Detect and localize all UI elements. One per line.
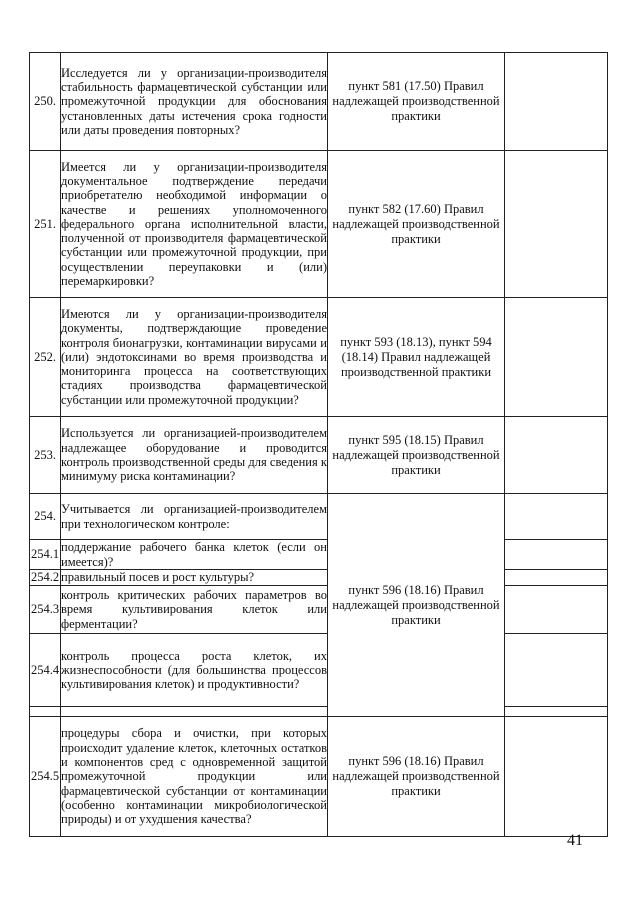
table-row xyxy=(30,634,608,707)
answer-cell xyxy=(505,494,608,540)
reference-text: пункт 582 (17.60) Правил надлежащей производственной практики xyxy=(328,151,505,298)
row-number xyxy=(30,707,61,717)
reference-text: пункт 596 (18.16) Правил надлежащей производственной практики xyxy=(328,494,505,717)
reference-text: пункт 581 (17.50) Правил надлежащей производственной практики xyxy=(328,53,505,151)
answer-cell xyxy=(505,717,608,837)
answer-cell xyxy=(505,298,608,417)
answer-cell xyxy=(505,707,608,717)
table-row xyxy=(30,540,608,570)
answer-cell xyxy=(505,634,608,707)
answer-cell xyxy=(505,570,608,586)
row-number: 254.2 xyxy=(30,570,60,584)
table-row xyxy=(30,717,608,837)
question-text: правильный посев и рост культуры? xyxy=(61,570,328,586)
answer-cell xyxy=(505,540,608,570)
table-row xyxy=(30,707,608,717)
reference-text: пункт 593 (18.13), пункт 594 (18.14) Правил надлежащей производственной практики xyxy=(328,298,505,417)
table-row xyxy=(30,53,608,151)
row-number: 254.5 xyxy=(30,717,61,837)
reference-text: пункт 596 (18.16) Правил надлежащей производственной практики xyxy=(328,717,505,837)
question-text: Исследуется ли у организации-производителя стабильность фармацевтической субстанции или промежуточной продукции для обоснования установленных даты истечения срока годности или даты проведения повторных? xyxy=(61,53,328,151)
answer-cell xyxy=(505,53,608,151)
question-text: Имеется ли у организации-производителя документальное подтверждение передачи приобретателю необходимой информации о качестве и решениях уполномоченного федерального органа исполнительной власти, полученной от производителя фармацевтической субстанции или промежуточной продукции, при осуществлении переупаковки и (или) перемаркировки? xyxy=(61,151,328,298)
question-text: контроль процесса роста клеток, их жизнеспособности (для большинства процессов культивирования клеток) и продуктивности? xyxy=(61,634,328,707)
row-number: 253. xyxy=(30,417,61,494)
answer-cell xyxy=(505,151,608,298)
question-text: Имеются ли у организации-производителя документы, подтверждающие проведение контроля бионагрузки, контаминации вирусами и (или) эндотоксинами во время производства и мониторинга процесса на соответствующих стадиях производства фармацевтической субстанции или промежуточной продукции? xyxy=(61,298,328,417)
row-number: 252. xyxy=(30,298,61,417)
table-row xyxy=(30,417,608,494)
checklist-table xyxy=(29,52,608,837)
question-text: контроль критических рабочих параметров во время культивирования клеток или ферментации? xyxy=(61,586,328,634)
row-number: 254.1 xyxy=(30,540,61,570)
reference-text: пункт 595 (18.15) Правил надлежащей производственной практики xyxy=(328,417,505,494)
row-number: 250. xyxy=(30,53,61,151)
question-text: процедуры сбора и очистки, при которых происходит удаление клеток, клеточных остатков и компонентов сред с одновременной защитой промежуточной продукции или фармацевтической субстанции от контаминации (особенно контаминации микробиологической природы) и от ухудшения качества? xyxy=(61,717,328,837)
question-text: поддержание рабочего банка клеток (если он имеется)? xyxy=(61,540,327,569)
table-row xyxy=(30,298,608,417)
row-number: 254.4 xyxy=(30,634,61,707)
answer-cell xyxy=(505,586,608,634)
question-text: Учитывается ли организацией-производителем при технологическом контроле: xyxy=(61,494,328,540)
table-row xyxy=(30,494,608,540)
answer-cell xyxy=(505,417,608,494)
row-number: 251. xyxy=(30,151,61,298)
row-number: 254. xyxy=(30,494,61,540)
table-row xyxy=(30,570,608,586)
table-row xyxy=(30,151,608,298)
table-row xyxy=(30,586,608,634)
row-number: 254.3 xyxy=(30,586,61,634)
question-text: Используется ли организацией-производителем надлежащее оборудование и проводится контроль производственной среды для сведения к минимуму риска контаминации? xyxy=(61,417,328,494)
page-number: 41 xyxy=(567,832,583,849)
question-text xyxy=(61,707,328,717)
